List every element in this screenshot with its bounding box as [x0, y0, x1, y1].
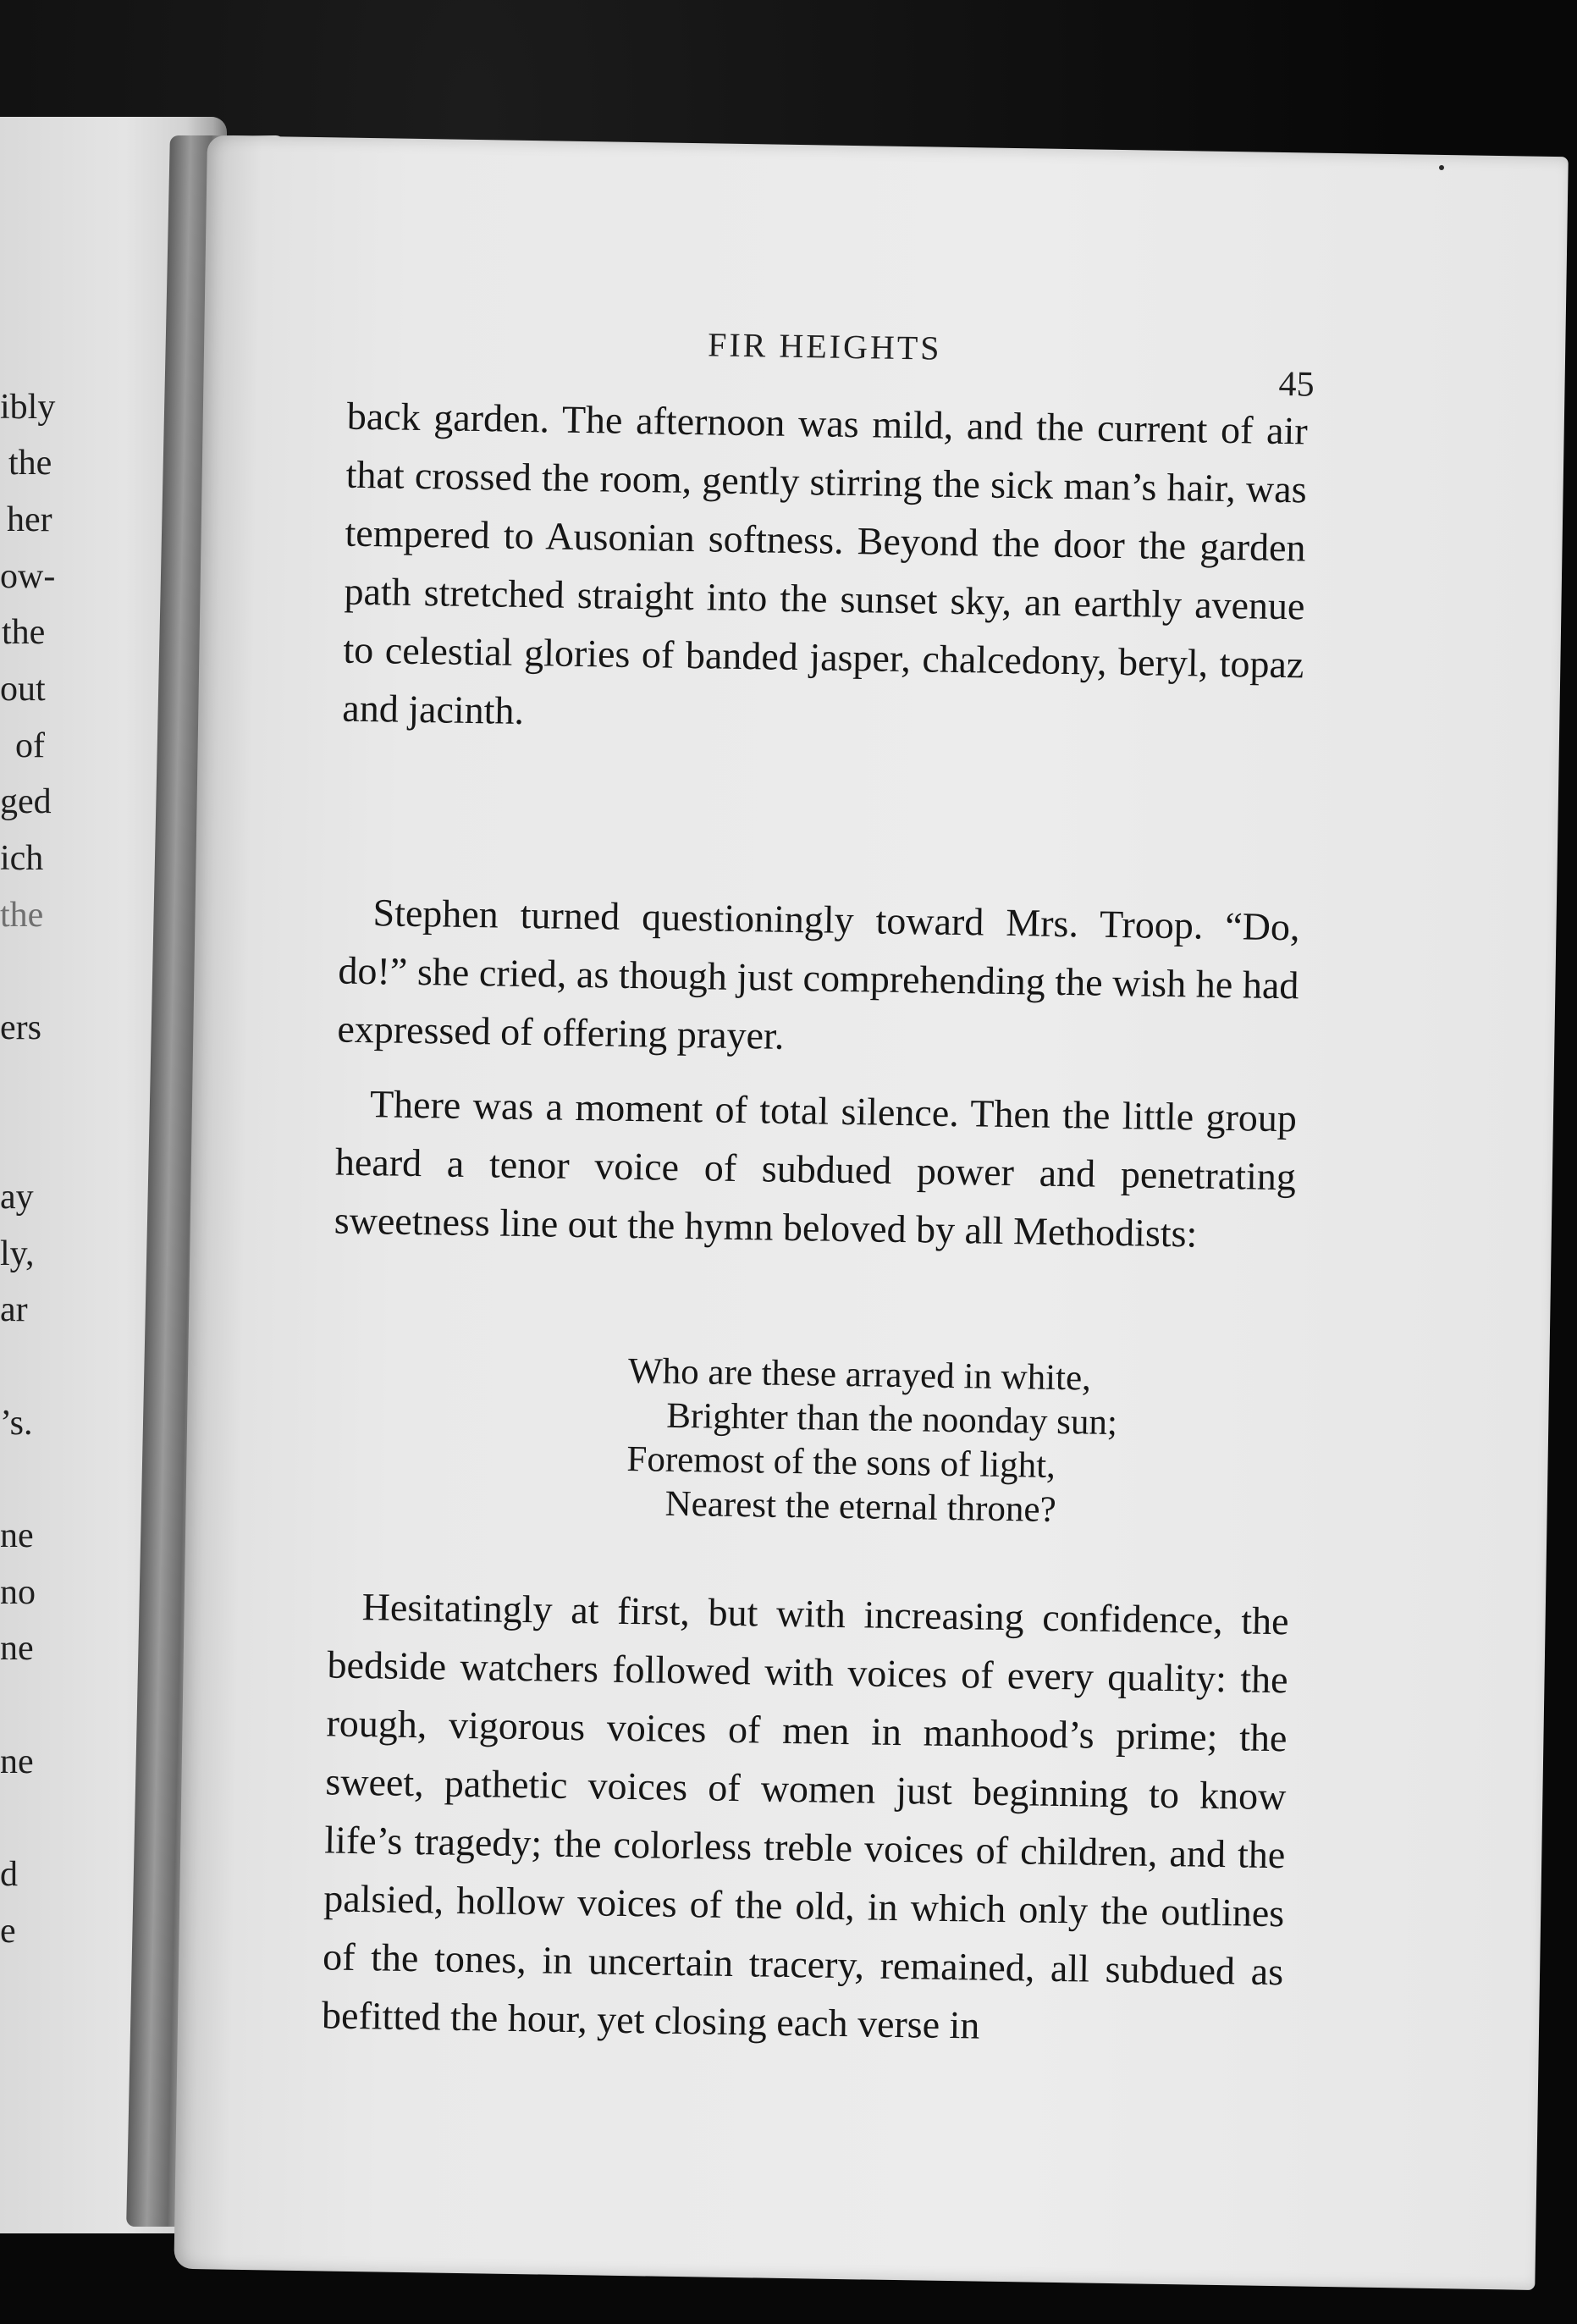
- paragraph-3: [334, 1074, 1297, 1265]
- hymn-verse: [626, 1350, 1118, 1533]
- left-fragment: the: [2, 613, 46, 652]
- left-fragment: ers: [0, 1008, 41, 1047]
- left-fragment: ged: [0, 782, 52, 821]
- left-fragment: the: [8, 444, 52, 483]
- paragraph-4: [322, 1576, 1290, 2059]
- page-number: 45: [1278, 364, 1315, 405]
- left-fragment: ne: [0, 1629, 34, 1668]
- paragraph-text: There was a moment of total silence. Then the little group heard a tenor voice of subdued power and penetrating sweetness line out the hymn beloved by all Methodists:: [334, 1082, 1298, 1256]
- left-fragment: her: [7, 500, 52, 539]
- left-fragment: no: [0, 1573, 36, 1612]
- hymn-line: Who are these arrayed in white,: [627, 1350, 1092, 1399]
- page-content: [174, 135, 1568, 2290]
- left-fragment: ar: [0, 1290, 28, 1329]
- left-fragment: ibly: [0, 388, 56, 427]
- hymn-line: Brighter than the noonday sun;: [665, 1395, 1118, 1444]
- paragraph-text: back garden. The afternoon was mild, and the current of air that crossed the room, gently stirring the sick man’s hair, was tempered to Ausonian softness. Beyond the door the garden path stretched straight into the sunset sky, an earthly avenue to celestial glories of banded jasper, chalcedony, beryl, topaz and jacinth.: [341, 394, 1309, 732]
- paragraph-text: Stephen turned questioningly toward Mrs. Troop. “Do, do!” she cried, as though just comprehending the wish he had expressed of offering prayer.: [337, 891, 1300, 1057]
- left-fragment: the: [0, 896, 44, 935]
- left-fragment: ne: [0, 1742, 34, 1781]
- left-fragment: out: [0, 670, 46, 709]
- paragraph-text: Hesitatingly at first, but with increasing confidence, the bedside watchers followed with voices of every quality: the rough, vigorous voices of men in manhood’s prime; the sweet, pathetic voices of women just beginning to know life’s tragedy; the colorless treble voices of children, and the palsied, hollow voices of the old, in which only the outlines of the tones, in uncertain tracery, remained, all subdued as befitted the hour, yet closing each verse in: [321, 1585, 1289, 2047]
- left-fragment: ay: [0, 1178, 34, 1217]
- left-fragment: e: [0, 1912, 16, 1951]
- paragraph-2: [337, 883, 1300, 1074]
- left-fragment: ly,: [0, 1234, 35, 1273]
- right-page: [174, 135, 1568, 2290]
- left-fragment: ’s.: [0, 1404, 33, 1443]
- scan-speck: [1439, 165, 1444, 170]
- left-fragment: ne: [0, 1516, 34, 1555]
- running-head: FIR HEIGHTS: [707, 325, 942, 367]
- left-fragment: d: [0, 1855, 18, 1894]
- left-fragment: ow-: [0, 557, 56, 596]
- hymn-line: Nearest the eternal throne?: [664, 1483, 1056, 1530]
- hymn-line: Foremost of the sons of light,: [626, 1438, 1056, 1486]
- left-fragment: ich: [0, 839, 44, 878]
- left-fragment: of: [15, 726, 45, 765]
- paragraph-1: [342, 387, 1308, 753]
